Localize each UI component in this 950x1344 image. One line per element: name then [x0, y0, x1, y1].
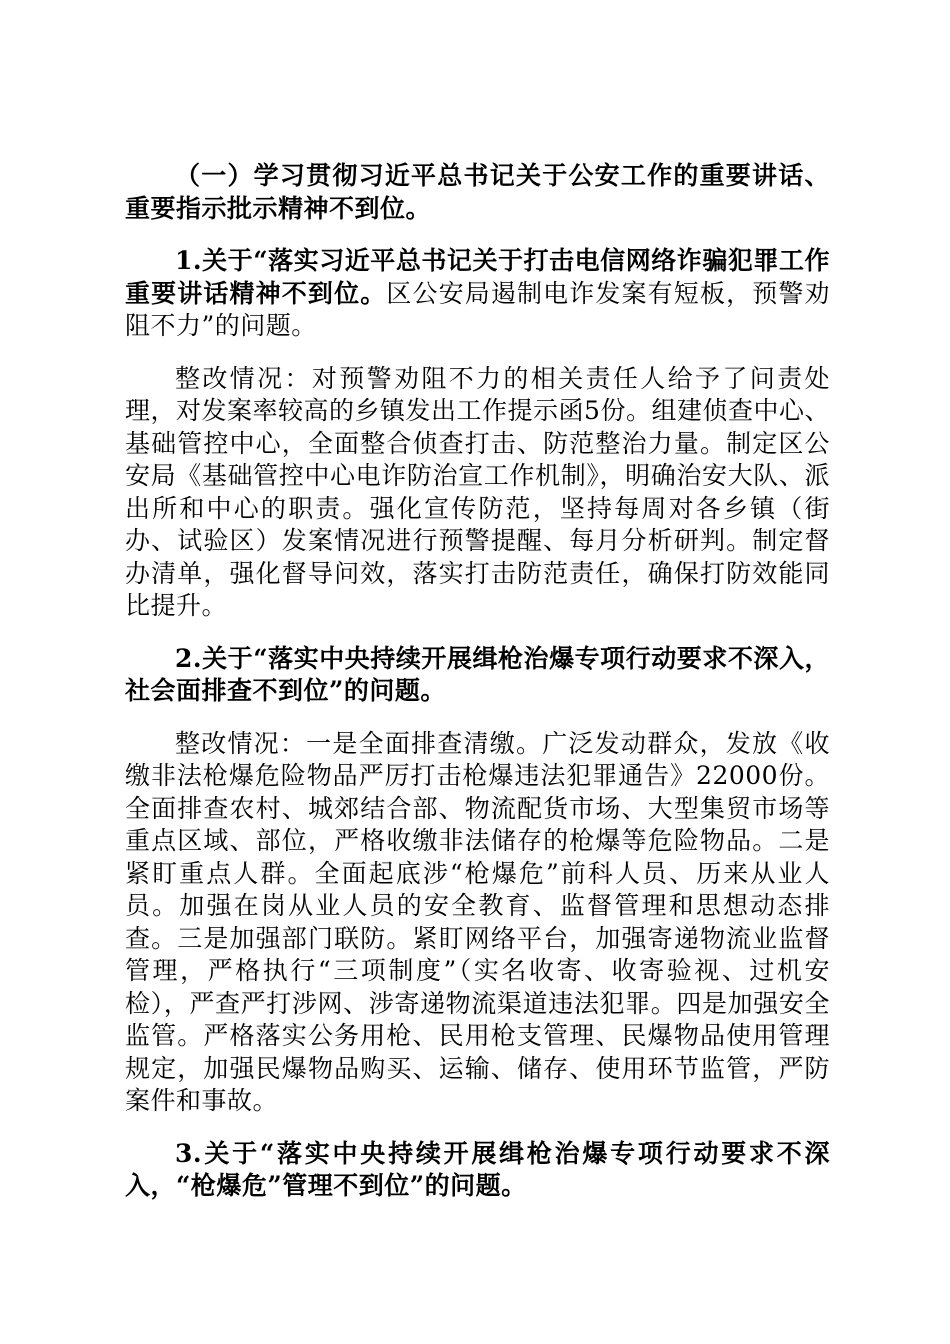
item-2-title: 2.关于“落实中央持续开展缉枪治爆专项行动要求不深入，社会面排查不到位”的问题。: [125, 643, 830, 705]
item-1-title-rest: 区公安局遏制电诈发案有短板，预警劝阻不力”的问题。: [125, 278, 830, 340]
item-1-rectification: 整改情况：对预警劝阻不力的相关责任人给予了问责处理，对发案率较高的乡镇发出工作提示函5份。组建侦查中心、基础管控中心，全面整合侦查打击、防范整治力量。制定区公安局《基础管控中心电诈防治宣工作机制》，明确治安大队、派出所和中心的职责。强化宣传防范，坚持每周对各乡镇（街办、试验区）发案情况进行预警提醒、每月分析研判。制定督办清单，强化督导问效，落实打击防范责任，确保打防效能同比提升。: [125, 363, 830, 620]
item-1-title-bold: 1.关于“落实习近平总书记关于打击电信网络诈骗犯罪工作重要讲话精神不到位。: [125, 246, 830, 308]
item-1-title: [125, 245, 830, 343]
item-3-title: 3.关于“落实中央持续开展缉枪治爆专项行动要求不深入，“枪爆危”管理不到位”的问题。: [125, 1138, 830, 1200]
item-2-rectification: 整改情况：一是全面排查清缴。广泛发动群众，发放《收缴非法枪爆危险物品严厉打击枪爆违法犯罪通告》22000份。全面排查农村、城郊结合部、物流配货市场、大型集贸市场等重点区域、部位，严格收缴非法储存的枪爆等危险物品。二是紧盯重点人群。全面起底涉“枪爆危”前科人员、历来从业人员。加强在岗从业人员的安全教育、监督管理和思想动态排查。三是加强部门联防。紧盯网络平台，加强寄递物流业监督管理，严格执行“三项制度”（实名收寄、收寄验视、过机安检），严查严打涉网、涉寄递物流渠道违法犯罪。四是加强安全监管。严格落实公务用枪、民用枪支管理、民爆物品使用管理规定，加强民爆物品购买、运输、储存、使用环节监管，严防案件和事故。: [125, 728, 830, 1115]
document-page: [125, 160, 830, 1223]
section-heading: （一）学习贯彻习近平总书记关于公安工作的重要讲话、重要指示批示精神不到位。: [125, 161, 830, 223]
